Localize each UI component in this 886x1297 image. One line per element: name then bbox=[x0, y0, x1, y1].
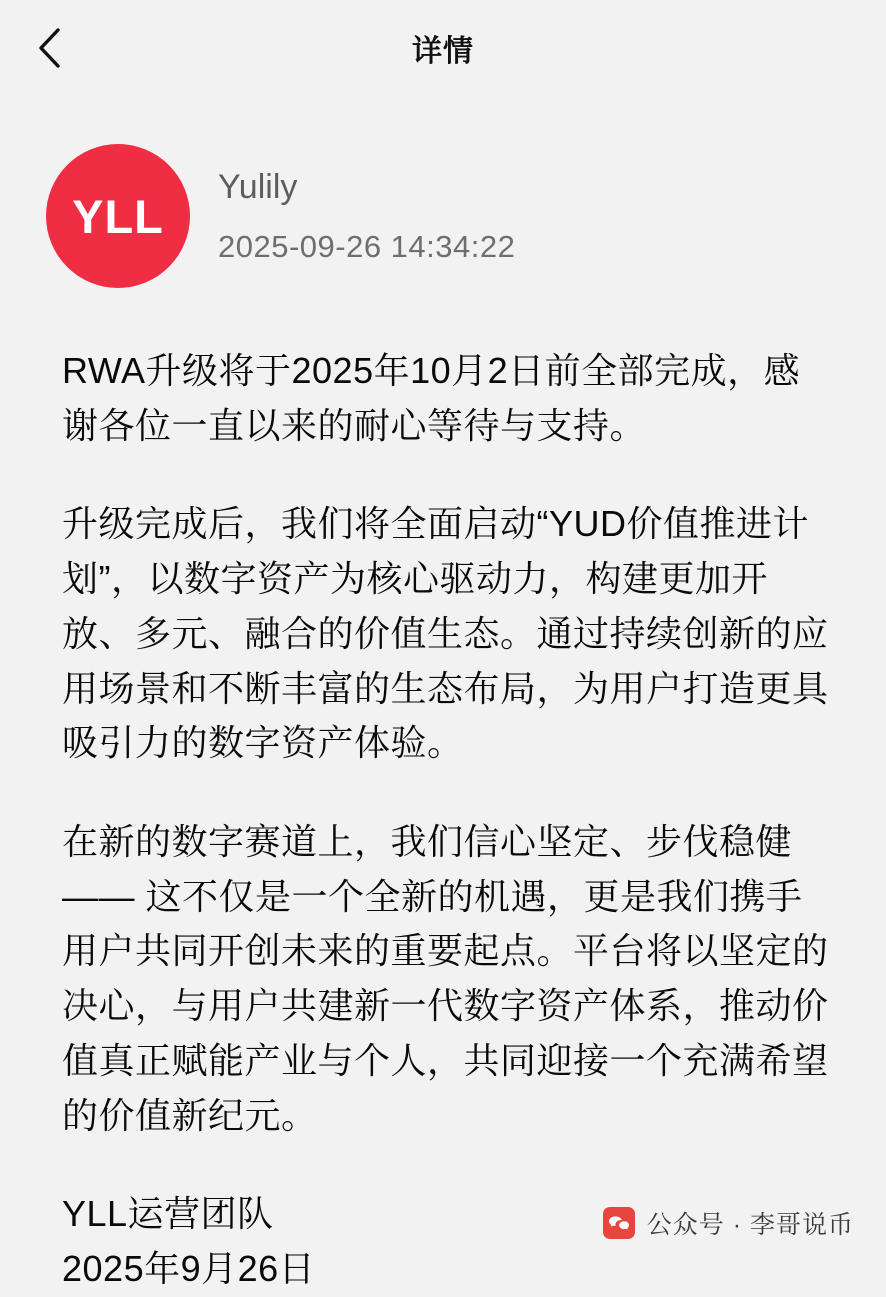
author-name: Yulily bbox=[218, 168, 298, 206]
signature-date: 2025年9月26日 bbox=[62, 1248, 316, 1290]
back-button[interactable] bbox=[26, 24, 74, 72]
article-body bbox=[0, 288, 886, 1297]
page-title: 详情 bbox=[412, 35, 474, 68]
post-timestamp: 2025-09-26 14:34:22 bbox=[218, 228, 516, 264]
author-meta bbox=[218, 167, 515, 265]
watermark-text: 公众号 · 李哥说币 bbox=[646, 1211, 854, 1239]
paragraph: 升级完成后，我们将全面启动“YUD价值推进计划”，以数字资产为核心驱动力，构建更加开放、多元、融合的价值生态。通过持续创新的应用场景和不断丰富的生态布局，为用户打造更具吸引力的数字资产体验。 bbox=[62, 503, 829, 764]
watermark bbox=[603, 1205, 854, 1241]
avatar[interactable]: YLL bbox=[46, 144, 190, 288]
paragraph: RWA升级将于2025年10月2日前全部完成，感谢各位一直以来的耐心等待与支持。 bbox=[62, 350, 801, 446]
author-row bbox=[0, 96, 886, 288]
chevron-left-icon bbox=[35, 24, 65, 72]
page-header bbox=[0, 0, 886, 96]
wechat-official-account-icon bbox=[603, 1207, 635, 1239]
signature-team: YLL运营团队 bbox=[62, 1193, 274, 1235]
paragraph: 在新的数字赛道上，我们信心坚定、步伐稳健—— 这不仅是一个全新的机遇，更是我们携手用户共同开创未来的重要起点。平台将以坚定的决心，与用户共建新一代数字资产体系，推动价值真正赋能产业与个人，共同迎接一个充满希望的价值新纪元。 bbox=[62, 821, 829, 1136]
